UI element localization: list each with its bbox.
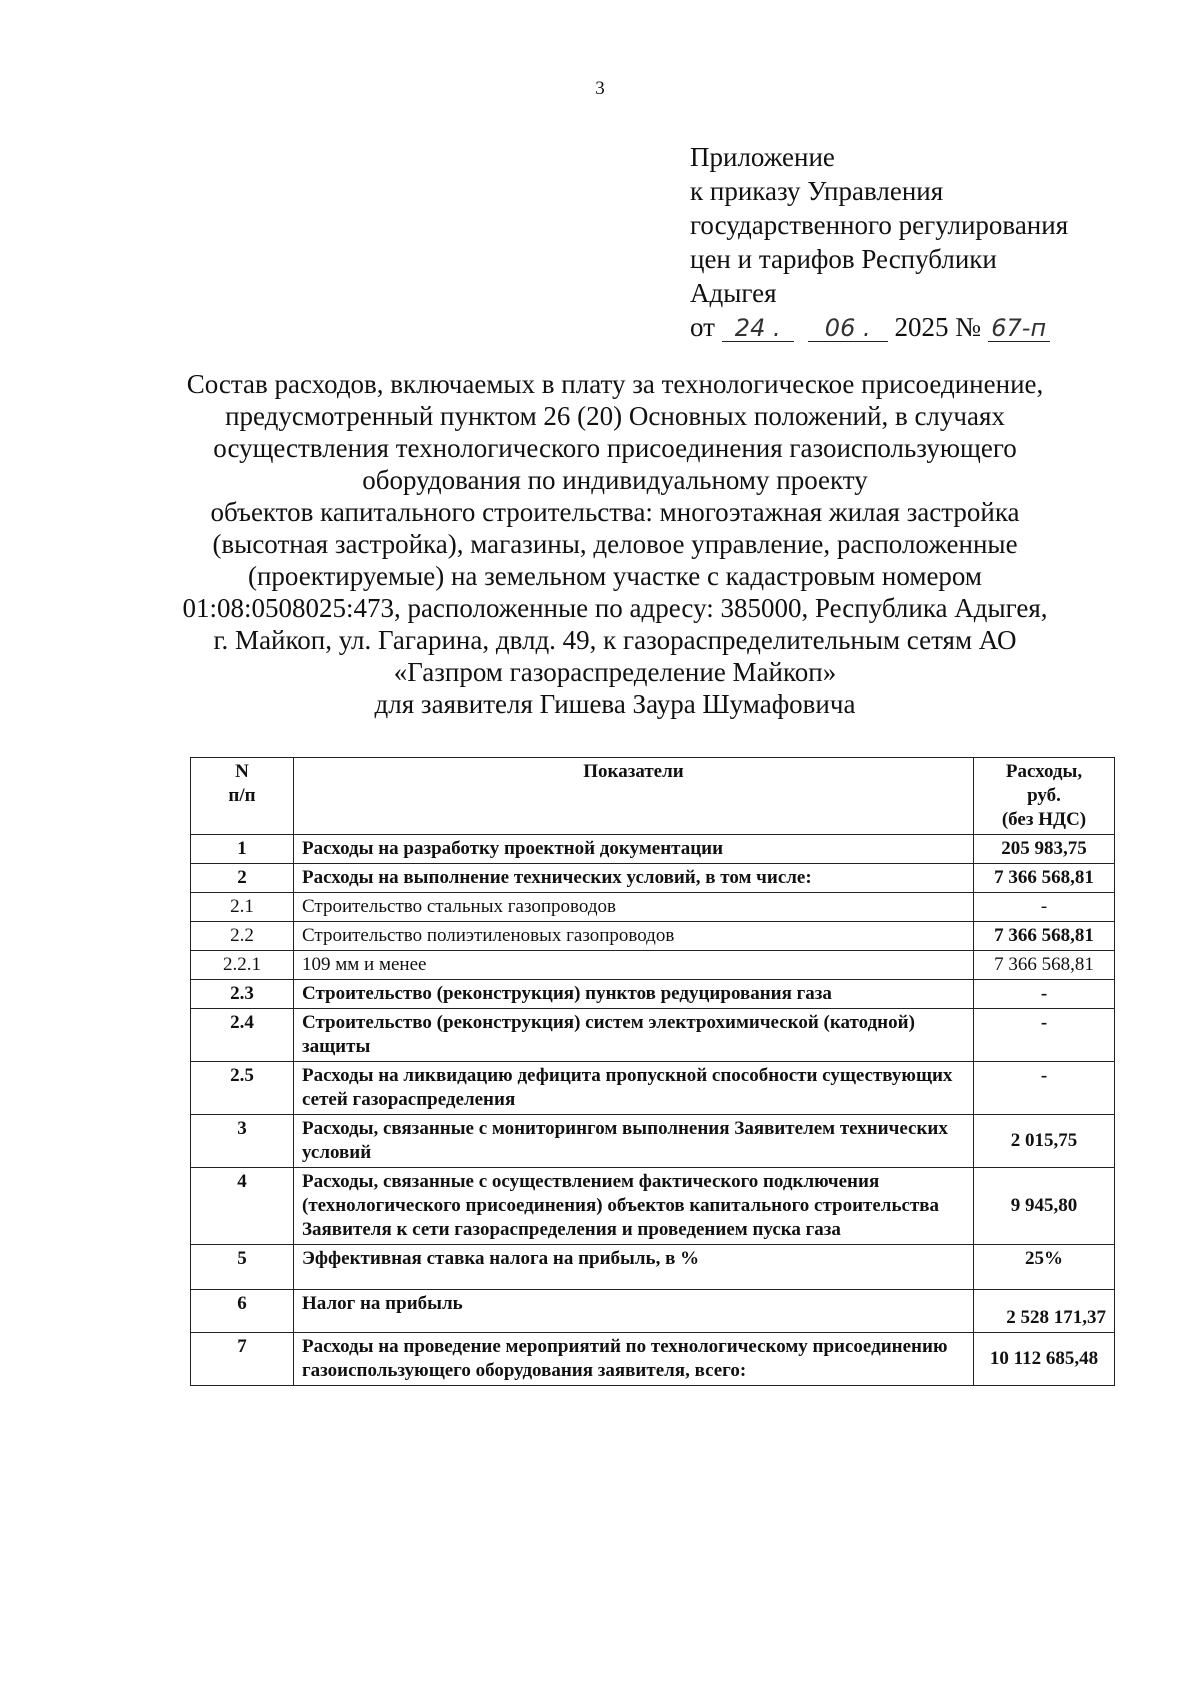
header-number-line: п/п	[228, 785, 256, 806]
row-number: 5	[191, 1245, 294, 1290]
appendix-block	[690, 140, 1068, 344]
row-label: Строительство (реконструкция) систем электрохимической (катодной) защиты	[294, 1009, 974, 1062]
row-value: 2 015,75	[974, 1115, 1115, 1168]
title-line: «Газпром газораспределение Майкоп»	[393, 657, 837, 687]
row-value: 10 112 685,48	[974, 1333, 1115, 1386]
row-label: Строительство (реконструкция) пунктов редуцирования газа	[294, 980, 974, 1009]
table-header-row	[191, 758, 1115, 835]
title-line: оборудования по индивидуальному проекту	[362, 465, 868, 495]
title-line: 01:08:0508025:473, расположенные по адресу: 385000, Республика Адыгея,	[182, 593, 1048, 623]
row-value: 7 366 568,81	[974, 922, 1115, 951]
row-label: Расходы, связанные с осуществлением фактического подключения (технологического присоединения) объектов капитального строительства Заявителя к сети газораспределения и проведением пуска газа	[294, 1168, 974, 1245]
table-row	[191, 1009, 1115, 1062]
table-row	[191, 1168, 1115, 1245]
row-value: 7 366 568,81	[974, 864, 1115, 893]
order-year: 2025 №	[894, 312, 981, 342]
appendix-line: Адыгея	[690, 278, 777, 308]
header-cost-line: Расходы,	[1005, 761, 1083, 782]
table-row	[191, 1290, 1115, 1333]
order-date-line	[690, 310, 1068, 344]
row-number: 4	[191, 1168, 294, 1245]
table-row	[191, 1333, 1115, 1386]
header-cost-line: (без НДС)	[1001, 809, 1087, 830]
handwritten-month: 06 .	[808, 315, 888, 342]
row-number: 2	[191, 864, 294, 893]
table-row	[191, 893, 1115, 922]
row-value: 7 366 568,81	[974, 951, 1115, 980]
page-number: 3	[595, 78, 605, 99]
row-value: 205 983,75	[974, 835, 1115, 864]
header-cost	[974, 758, 1115, 835]
document-title	[150, 368, 1080, 720]
row-number: 2.2	[191, 922, 294, 951]
row-value: -	[974, 1009, 1115, 1062]
row-label: Расходы на проведение мероприятий по технологическому присоединению газоиспользующего оборудования заявителя, всего:	[294, 1333, 974, 1386]
row-value: -	[974, 980, 1115, 1009]
table-row	[191, 980, 1115, 1009]
handwritten-day: 24 .	[722, 315, 794, 342]
table-row	[191, 922, 1115, 951]
row-label: Расходы на разработку проектной документации	[294, 835, 974, 864]
row-value: 2 528 171,37	[974, 1290, 1115, 1333]
row-number: 2.2.1	[191, 951, 294, 980]
table-row	[191, 1115, 1115, 1168]
row-number: 2.5	[191, 1062, 294, 1115]
appendix-line: к приказу Управления	[690, 176, 944, 206]
title-line: для заявителя Гишева Заура Шумафовича	[374, 689, 856, 719]
row-label: 109 мм и менее	[294, 951, 974, 980]
table-row	[191, 864, 1115, 893]
title-line: осуществления технологического присоединения газоиспользующего	[213, 433, 1017, 463]
row-number: 6	[191, 1290, 294, 1333]
header-indicator: Показатели	[294, 758, 974, 835]
row-label: Эффективная ставка налога на прибыль, в %	[294, 1245, 974, 1290]
title-line: г. Майкоп, ул. Гагарина, двлд. 49, к газораспределительным сетям АО	[213, 625, 1017, 655]
title-line: Состав расходов, включаемых в плату за технологическое присоединение,	[186, 369, 1044, 399]
row-label: Расходы на выполнение технических условий, в том числе:	[294, 864, 974, 893]
header-number-line: N	[235, 761, 249, 782]
row-value: -	[974, 893, 1115, 922]
title-line: (проектируемые) на земельном участке с кадастровым номером	[247, 561, 983, 591]
row-value: 9 945,80	[974, 1168, 1115, 1245]
title-line: объектов капитального строительства: многоэтажная жилая застройка	[210, 497, 1020, 527]
row-label: Расходы, связанные с мониторингом выполнения Заявителем технических условий	[294, 1115, 974, 1168]
row-label: Строительство полиэтиленовых газопроводов	[294, 922, 974, 951]
row-number: 7	[191, 1333, 294, 1386]
row-number: 2.3	[191, 980, 294, 1009]
header-number	[191, 758, 294, 835]
row-value: -	[974, 1062, 1115, 1115]
row-number: 2.4	[191, 1009, 294, 1062]
header-cost-line: руб.	[1027, 785, 1061, 806]
appendix-line: Приложение	[690, 142, 835, 172]
handwritten-order-number: 67-п	[988, 315, 1050, 342]
table-row	[191, 951, 1115, 980]
row-value: 25%	[974, 1245, 1115, 1290]
costs-table	[190, 757, 1115, 1386]
date-prefix: от	[690, 312, 715, 342]
appendix-line: цен и тарифов Республики	[690, 244, 997, 274]
appendix-line: государственного регулирования	[690, 210, 1069, 240]
row-number: 3	[191, 1115, 294, 1168]
row-number: 2.1	[191, 893, 294, 922]
title-line: (высотная застройка), магазины, деловое управление, расположенные	[212, 529, 1018, 559]
title-line: предусмотренный пунктом 26 (20) Основных положений, в случаях	[225, 401, 1005, 431]
table-row	[191, 1062, 1115, 1115]
row-label: Строительство стальных газопроводов	[294, 893, 974, 922]
row-label: Налог на прибыль	[294, 1290, 974, 1333]
table-row	[191, 835, 1115, 864]
table-row	[191, 1245, 1115, 1290]
row-number: 1	[191, 835, 294, 864]
row-label: Расходы на ликвидацию дефицита пропускной способности существующих сетей газораспределения	[294, 1062, 974, 1115]
